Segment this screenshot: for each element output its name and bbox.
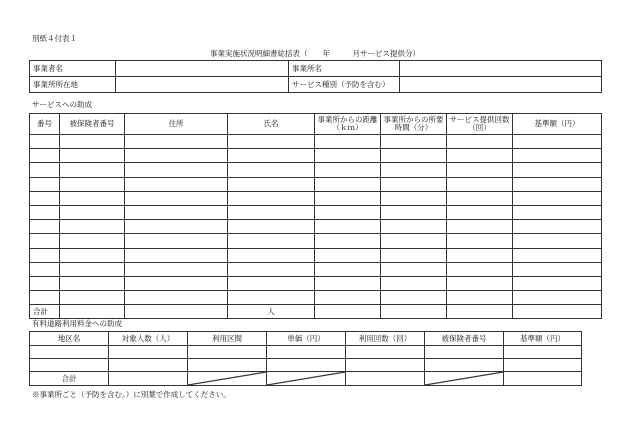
- table-cell[interactable]: [228, 234, 315, 248]
- table-cell[interactable]: [30, 205, 60, 219]
- table-row: [30, 262, 602, 276]
- table-cell[interactable]: [381, 177, 447, 191]
- table-row: [30, 149, 602, 163]
- facility-name-value[interactable]: [400, 61, 602, 77]
- table-cell[interactable]: [125, 205, 228, 219]
- table-cell[interactable]: [425, 346, 504, 359]
- table-cell[interactable]: [346, 372, 425, 386]
- diagonal-cell: [188, 372, 267, 386]
- table-cell[interactable]: [513, 135, 602, 149]
- table-cell[interactable]: [447, 135, 513, 149]
- table-cell[interactable]: [228, 291, 315, 305]
- total-cell: [125, 305, 228, 319]
- table-cell[interactable]: [125, 149, 228, 163]
- table-row: [30, 177, 602, 191]
- table-cell[interactable]: [447, 291, 513, 305]
- table-cell[interactable]: [504, 372, 582, 386]
- table-cell[interactable]: [315, 163, 381, 177]
- table-cell[interactable]: [30, 262, 60, 276]
- service-type-label: サービス種別（予防を含む）: [289, 77, 400, 93]
- header-insured-number: 被保険者番号: [425, 332, 504, 346]
- table-cell[interactable]: [125, 234, 228, 248]
- table-cell[interactable]: [346, 346, 425, 359]
- header-use-count: 利用回数（回）: [346, 332, 425, 346]
- header-name: 氏名: [228, 114, 315, 135]
- office-name-value[interactable]: [116, 61, 289, 77]
- table-cell[interactable]: [381, 163, 447, 177]
- header-address: 住所: [125, 114, 228, 135]
- table-cell[interactable]: [30, 163, 60, 177]
- header-service-count: サービス提供回数（回）: [447, 114, 513, 135]
- toll-subsidy-table: [29, 331, 582, 386]
- table-cell[interactable]: [447, 248, 513, 262]
- table-cell[interactable]: [315, 135, 381, 149]
- table-cell[interactable]: [447, 205, 513, 219]
- table-cell[interactable]: [346, 359, 425, 372]
- table-cell[interactable]: [60, 177, 125, 191]
- header-base-amount: 基準額（円）: [504, 332, 582, 346]
- table-cell[interactable]: [109, 372, 188, 386]
- total-cell: [513, 305, 602, 319]
- table-cell[interactable]: [125, 276, 228, 290]
- table-cell[interactable]: [228, 205, 315, 219]
- table-row: [30, 163, 602, 177]
- table-cell[interactable]: [188, 359, 267, 372]
- table-cell[interactable]: [315, 234, 381, 248]
- address-label: 事業所所在地: [30, 77, 116, 93]
- table-cell[interactable]: [228, 191, 315, 205]
- office-name-label: 事業者名: [30, 61, 116, 77]
- table-cell[interactable]: [60, 276, 125, 290]
- total-cell: [381, 305, 447, 319]
- table-cell[interactable]: [60, 248, 125, 262]
- table-cell[interactable]: [60, 291, 125, 305]
- table-row: [30, 205, 602, 219]
- table-cell[interactable]: [381, 220, 447, 234]
- section2-heading: 有料道路利用料金への助成: [32, 319, 122, 328]
- table-cell[interactable]: [30, 177, 60, 191]
- table-cell[interactable]: [381, 149, 447, 163]
- table-cell[interactable]: [60, 149, 125, 163]
- table-cell[interactable]: [60, 135, 125, 149]
- table-cell[interactable]: [447, 220, 513, 234]
- table-cell[interactable]: [315, 177, 381, 191]
- table-cell[interactable]: [228, 248, 315, 262]
- table-cell[interactable]: [315, 291, 381, 305]
- table-cell[interactable]: [125, 248, 228, 262]
- table-cell[interactable]: [513, 205, 602, 219]
- header-insured-number: 被保険者番号: [60, 114, 125, 135]
- total-cell: [315, 305, 381, 319]
- diagonal-cell: [267, 372, 346, 386]
- table-cell[interactable]: [60, 205, 125, 219]
- table-cell[interactable]: [30, 248, 60, 262]
- table-cell[interactable]: [447, 163, 513, 177]
- table-cell[interactable]: [228, 149, 315, 163]
- table-cell[interactable]: [30, 359, 109, 372]
- diagonal-cell: [425, 372, 504, 386]
- table-cell[interactable]: [513, 149, 602, 163]
- table-cell[interactable]: [125, 262, 228, 276]
- table-cell[interactable]: [30, 234, 60, 248]
- table-cell[interactable]: [30, 220, 60, 234]
- table-cell[interactable]: [513, 234, 602, 248]
- info-table: [29, 60, 602, 93]
- total-label: 合計: [30, 305, 60, 319]
- table-row: [30, 276, 602, 290]
- table-cell[interactable]: [30, 149, 60, 163]
- table-cell[interactable]: [447, 191, 513, 205]
- table-cell[interactable]: [381, 234, 447, 248]
- table-cell[interactable]: [381, 248, 447, 262]
- table-cell[interactable]: [447, 276, 513, 290]
- table-cell[interactable]: [30, 135, 60, 149]
- section1-heading: サービスへの助成: [32, 100, 92, 109]
- table-cell[interactable]: [315, 276, 381, 290]
- table-cell[interactable]: [513, 276, 602, 290]
- total-cell: [60, 305, 125, 319]
- table-cell[interactable]: [60, 234, 125, 248]
- table-cell[interactable]: [315, 220, 381, 234]
- doc-label: 別紙４付表１: [32, 34, 77, 43]
- table-row: [30, 234, 602, 248]
- table-cell[interactable]: [513, 191, 602, 205]
- header-distance: 事業所からの距離（ｋｍ）: [315, 114, 381, 135]
- table-cell[interactable]: [504, 359, 582, 372]
- table-cell[interactable]: [447, 234, 513, 248]
- table-cell[interactable]: [228, 177, 315, 191]
- table-cell[interactable]: [109, 346, 188, 359]
- table-cell[interactable]: [315, 248, 381, 262]
- table-cell[interactable]: [513, 220, 602, 234]
- header-district: 地区名: [30, 332, 109, 346]
- table-cell[interactable]: [125, 135, 228, 149]
- table-cell[interactable]: [315, 262, 381, 276]
- footnote: ※事業所ごと（予防を含む。）に別葉で作成してください。: [32, 390, 231, 399]
- table-row: [30, 135, 602, 149]
- table-cell[interactable]: [381, 276, 447, 290]
- table-cell[interactable]: [381, 262, 447, 276]
- table-cell[interactable]: [228, 276, 315, 290]
- table-cell[interactable]: [267, 359, 346, 372]
- table-row: [30, 220, 602, 234]
- table-cell[interactable]: [315, 205, 381, 219]
- table-cell[interactable]: [188, 346, 267, 359]
- table-cell[interactable]: [30, 276, 60, 290]
- table-cell[interactable]: [125, 191, 228, 205]
- toll-total-label: 合計: [30, 372, 109, 386]
- table-cell[interactable]: [447, 149, 513, 163]
- table-cell[interactable]: [30, 346, 109, 359]
- total-unit: 人: [228, 305, 315, 319]
- table-cell[interactable]: [125, 177, 228, 191]
- header-unit-price: 単価（円）: [267, 332, 346, 346]
- table-cell[interactable]: [30, 291, 60, 305]
- header-travel-time: 事業所からの所要時間（分）: [381, 114, 447, 135]
- table-cell[interactable]: [381, 191, 447, 205]
- table-cell[interactable]: [381, 135, 447, 149]
- table-cell[interactable]: [109, 359, 188, 372]
- header-base-amount: 基準額（円）: [513, 114, 602, 135]
- table-cell[interactable]: [125, 220, 228, 234]
- table-cell[interactable]: [315, 191, 381, 205]
- address-value[interactable]: [116, 77, 289, 93]
- table-cell[interactable]: [513, 163, 602, 177]
- table-cell[interactable]: [228, 262, 315, 276]
- page-title: 事業実施状況明細書総括表（ 年 月サービス提供分）: [210, 49, 420, 58]
- total-cell: [447, 305, 513, 319]
- header-route: 利用区間: [188, 332, 267, 346]
- table-cell[interactable]: [228, 163, 315, 177]
- table-cell[interactable]: [315, 149, 381, 163]
- table-cell[interactable]: [381, 291, 447, 305]
- table-cell[interactable]: [447, 177, 513, 191]
- header-target-count: 対象人数（人）: [109, 332, 188, 346]
- table-cell[interactable]: [60, 163, 125, 177]
- table-cell[interactable]: [513, 291, 602, 305]
- table-cell[interactable]: [513, 262, 602, 276]
- table-row: [30, 291, 602, 305]
- table-cell[interactable]: [504, 346, 582, 359]
- table-row: [30, 191, 602, 205]
- facility-name-label: 事業所名: [289, 61, 400, 77]
- header-number: 番号: [30, 114, 60, 135]
- service-type-value[interactable]: [400, 77, 602, 93]
- table-cell[interactable]: [228, 135, 315, 149]
- table-row: [30, 248, 602, 262]
- table-cell[interactable]: [425, 359, 504, 372]
- table-cell[interactable]: [447, 262, 513, 276]
- table-cell[interactable]: [228, 220, 315, 234]
- table-cell[interactable]: [60, 220, 125, 234]
- table-cell[interactable]: [381, 205, 447, 219]
- table-cell[interactable]: [30, 191, 60, 205]
- table-cell[interactable]: [125, 163, 228, 177]
- table-cell[interactable]: [267, 346, 346, 359]
- table-cell[interactable]: [513, 248, 602, 262]
- table-cell[interactable]: [125, 291, 228, 305]
- service-subsidy-table: [29, 113, 602, 319]
- table-cell[interactable]: [60, 191, 125, 205]
- table-cell[interactable]: [60, 262, 125, 276]
- table-cell[interactable]: [513, 177, 602, 191]
